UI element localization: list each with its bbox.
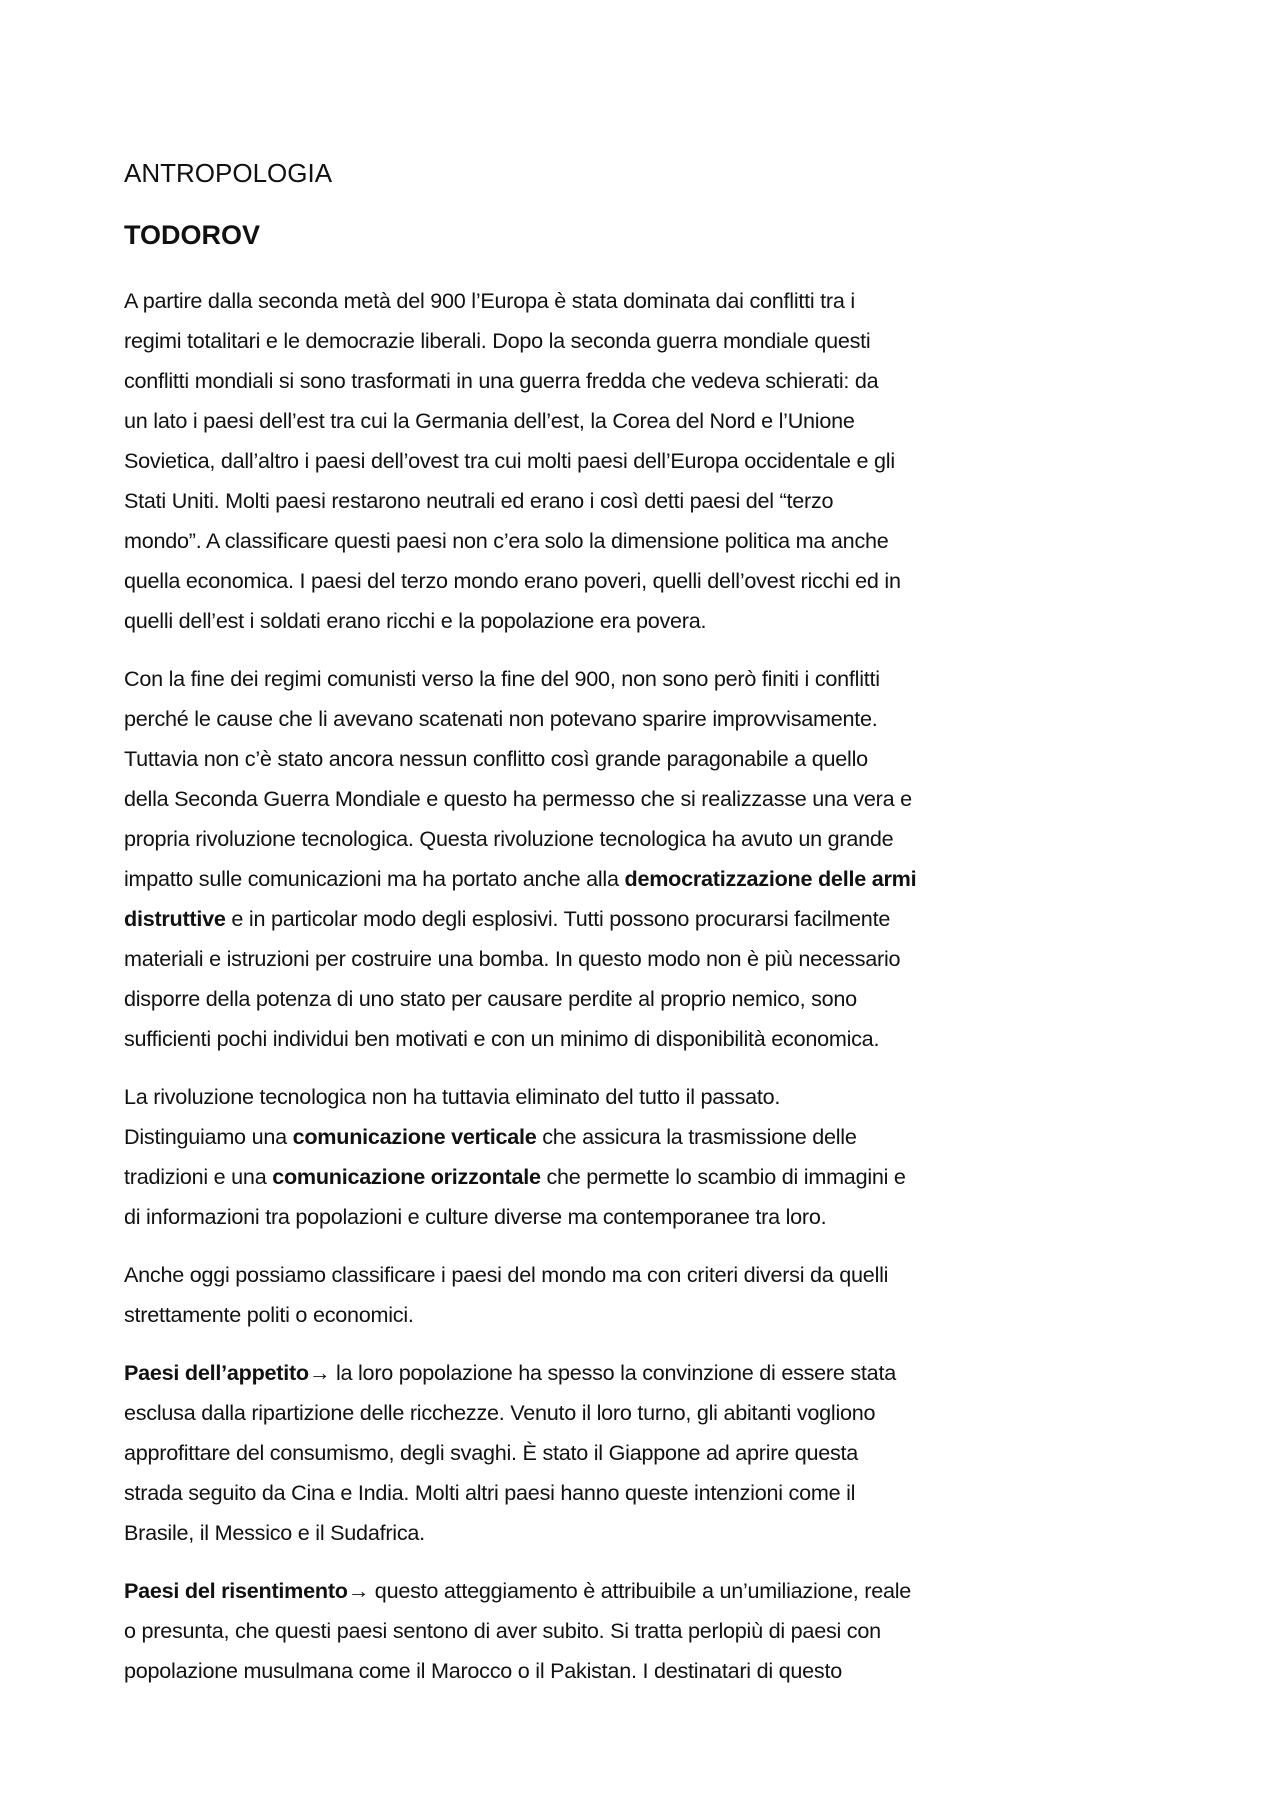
text-line — [124, 659, 1224, 699]
text-segment: impatto sulle comunicazioni ma ha portato anche alla — [124, 866, 625, 891]
text-segment: propria rivoluzione tecnologica. Questa rivoluzione tecnologica ha avuto un grande — [124, 826, 894, 851]
text-segment: strada seguito da Cina e India. Molti altri paesi hanno queste intenzioni come il — [124, 1480, 856, 1505]
text-segment: della Seconda Guerra Mondiale e questo ha permesso che si realizzasse una vera e — [124, 786, 912, 811]
text-segment: che permette lo scambio di immagini e — [540, 1164, 906, 1189]
text-line — [124, 699, 1224, 739]
text-line — [124, 561, 1224, 601]
text-line — [124, 1433, 1224, 1473]
text-segment: Anche oggi possiamo classificare i paesi del mondo ma con criteri diversi da quelli — [124, 1262, 889, 1287]
text-segment: → la loro popolazione ha spesso la convinzione di essere stata — [308, 1360, 896, 1385]
text-segment: tradizioni e una — [124, 1164, 273, 1189]
bold-text: Paesi del risentimento — [124, 1578, 348, 1603]
bold-text: distruttive — [124, 906, 226, 931]
bold-text: Paesi dell’appetito — [124, 1360, 309, 1385]
paragraph — [124, 1255, 1224, 1335]
text-line — [124, 601, 1224, 641]
paragraph — [124, 1353, 1224, 1553]
bold-text: democratizzazione delle armi — [624, 866, 917, 891]
text-line — [124, 481, 1224, 521]
text-line — [124, 1157, 1224, 1197]
bold-text: comunicazione orizzontale — [272, 1164, 541, 1189]
text-segment: esclusa dalla ripartizione delle ricchezze. Venuto il loro turno, gli abitanti vogliono — [124, 1400, 876, 1425]
text-segment: quelli dell’est i soldati erano ricchi e la popolazione era povera. — [124, 608, 707, 633]
text-segment: un lato i paesi dell’est tra cui la Germania dell’est, la Corea del Nord e l’Unione — [124, 408, 855, 433]
text-line — [124, 1197, 1224, 1237]
paragraph — [124, 1077, 1224, 1237]
document-heading: ANTROPOLOGIA — [124, 158, 333, 188]
text-segment: strettamente politi o economici. — [124, 1302, 414, 1327]
text-line — [124, 1473, 1224, 1513]
text-line — [124, 401, 1224, 441]
text-line — [124, 1077, 1224, 1117]
text-segment: disporre della potenza di uno stato per causare perdite al proprio nemico, sono — [124, 986, 857, 1011]
text-segment: regimi totalitari e le democrazie liberali. Dopo la seconda guerra mondiale questi — [124, 328, 871, 353]
text-segment: o presunta, che questi paesi sentono di aver subito. Si tratta perlopiù di paesi con — [124, 1618, 881, 1643]
text-segment: conflitti mondiali si sono trasformati in una guerra fredda che vedeva schierati: da — [124, 368, 879, 393]
text-line — [124, 979, 1224, 1019]
text-line — [124, 1353, 1224, 1393]
text-line — [124, 819, 1224, 859]
text-segment: Brasile, il Messico e il Sudafrica. — [124, 1520, 425, 1545]
text-segment: che assicura la trasmissione delle — [536, 1124, 857, 1149]
text-segment: perché le cause che li avevano scatenati non potevano sparire improvvisamente. — [124, 706, 878, 731]
text-line — [124, 739, 1224, 779]
document-body — [124, 281, 1224, 1709]
section-title: TODOROV — [124, 220, 261, 250]
text-segment: La rivoluzione tecnologica non ha tuttavia eliminato del tutto il passato. — [124, 1084, 781, 1109]
text-line — [124, 1255, 1224, 1295]
text-line — [124, 321, 1224, 361]
text-line — [124, 361, 1224, 401]
text-segment: sufficienti pochi individui ben motivati e con un minimo di disponibilità economica. — [124, 1026, 880, 1051]
text-segment: Tuttavia non c’è stato ancora nessun conflitto così grande paragonabile a quello — [124, 746, 868, 771]
bold-text: comunicazione verticale — [292, 1124, 537, 1149]
text-segment: approfittare del consumismo, degli svaghi. È stato il Giappone ad aprire questa — [124, 1440, 859, 1465]
paragraph — [124, 281, 1224, 641]
text-segment: mondo”. A classificare questi paesi non c’era solo la dimensione politica ma anche — [124, 528, 889, 553]
text-line — [124, 1611, 1224, 1651]
text-segment: quella economica. I paesi del terzo mondo erano poveri, quelli dell’ovest ricchi ed in — [124, 568, 901, 593]
text-line — [124, 441, 1224, 481]
text-line — [124, 1393, 1224, 1433]
text-segment: materiali e istruzioni per costruire una bomba. In questo modo non è più necessario — [124, 946, 901, 971]
text-segment: popolazione musulmana come il Marocco o il Pakistan. I destinatari di questo — [124, 1658, 842, 1683]
text-segment: A partire dalla seconda metà del 900 l’Europa è stata dominata dai conflitti tra i — [124, 288, 855, 313]
text-line — [124, 1571, 1224, 1611]
text-line — [124, 281, 1224, 321]
text-segment: Sovietica, dall’altro i paesi dell’ovest tra cui molti paesi dell’Europa occidentale e gli — [124, 448, 895, 473]
text-line — [124, 859, 1224, 899]
text-line — [124, 939, 1224, 979]
text-line — [124, 1019, 1224, 1059]
text-line — [124, 1117, 1224, 1157]
text-line — [124, 521, 1224, 561]
text-line — [124, 1295, 1224, 1335]
text-segment: Distinguiamo una — [124, 1124, 293, 1149]
text-line — [124, 779, 1224, 819]
text-segment: Con la fine dei regimi comunisti verso la fine del 900, non sono però finiti i conflitti — [124, 666, 880, 691]
text-segment: Stati Uniti. Molti paesi restarono neutrali ed erano i così detti paesi del “terzo — [124, 488, 834, 513]
paragraph — [124, 659, 1224, 1059]
text-line — [124, 1513, 1224, 1553]
paragraph — [124, 1571, 1224, 1691]
text-segment: di informazioni tra popolazioni e culture diverse ma contemporanee tra loro. — [124, 1204, 827, 1229]
text-segment: → questo atteggiamento è attribuibile a un’umiliazione, reale — [347, 1578, 912, 1603]
text-line — [124, 899, 1224, 939]
text-line — [124, 1651, 1224, 1691]
text-segment: e in particolar modo degli esplosivi. Tutti possono procurarsi facilmente — [225, 906, 891, 931]
